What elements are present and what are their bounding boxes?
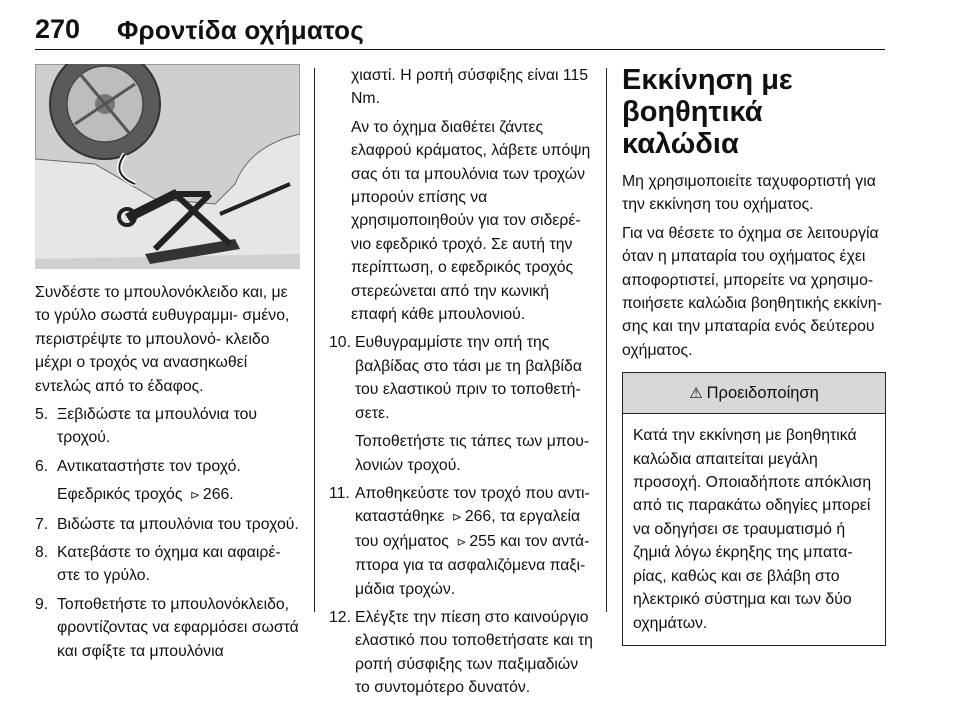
jack-drawing	[35, 64, 300, 269]
warning-header	[623, 373, 885, 414]
page-header	[35, 14, 885, 54]
page-ref-arrow-icon: ⊳	[189, 488, 200, 503]
page-ref-arrow-icon: ⊳	[456, 534, 467, 549]
step-12: 12. Ελέγξτε την πίεση στο καινούργιο ελαστικό που τοποθετήσατε και τη ροπή σύσφιξης των παξιμαδιών το συντομότερο δυνατόν.	[329, 608, 593, 697]
charger-note: Μη χρησιμοποιείτε ταχυφορτιστή για την εκκίνηση του οχήματος.	[622, 173, 876, 214]
page-title: Φροντίδα οχήματος	[117, 15, 364, 45]
column-2	[329, 64, 594, 705]
step-9-continuation: χιαστί. Η ροπή σύσφιξης είναι 115 Nm.	[351, 67, 589, 108]
column-1	[35, 64, 300, 668]
step-5: 5. Ξεβιδώστε τα μπουλόνια του τροχού.	[35, 406, 258, 447]
header-rule	[35, 49, 885, 50]
step-9: 9. Τοποθετήστε το μπουλονόκλειδο, φροντίζοντας να εφαρμόσει σωστά και σφίξτε τα μπουλόνια	[35, 595, 299, 660]
column-3	[622, 64, 886, 646]
intro-paragraph: Συνδέστε το μπουλονόκλειδο και, με το γρύλο σωστά ευθυγραμμι- σμένο, περιστρέψτε το μπουλονό- κλειδο μέχρι ο τροχός να ανασηκωθεί εντελώς από το έδαφος.	[35, 284, 290, 395]
step-8: 8. Κατεβάστε το όχημα και αφαιρέ- στε το γρύλο.	[35, 544, 281, 585]
step-6: 6. Αντικαταστήστε τον τροχό.	[35, 457, 241, 475]
jump-start-paragraph: Για να θέσετε το όχημα σε λειτουργία όταν η μπαταρία του οχήματος έχει αποφορτιστεί, μπορείτε να χρησιμο- ποιήσετε καλώδια βοηθητικής εκκίνη- σης και την μπαταρία ενός δεύτερου οχήματος.	[622, 224, 882, 359]
jack-illustration	[35, 64, 300, 269]
step-7: 7. Βιδώστε τα μπουλόνια του τροχού.	[35, 515, 299, 533]
alloy-wheel-note: Αν το όχημα διαθέτει ζάντες ελαφρού κράματος, λάβετε υπόψη σας ότι τα μπουλόνια των τροχών μπορούν επίσης να χρησιμοποιηθούν για τον σιδερέ- νιο εφεδρικό τροχό. Σε αυτή την περίπτωση, ο εφεδρικός τροχός στερεώνεται από την κωνική επαφή κάθε μπουλονιού.	[351, 118, 591, 324]
warning-box	[622, 372, 886, 646]
column-divider	[606, 68, 607, 612]
column-divider	[314, 68, 315, 612]
step-10-sub: Τοποθετήστε τις τάπες των μπου- λονιών τροχού.	[355, 433, 590, 474]
step-11: 11. Αποθηκεύστε τον τροχό που αντι- καταστάθηκε ⊳ 266, τα εργαλεία του οχήματος ⊳ 255 και τον αντά- πτορα για τα ασφαλιζόμενα παξι- μάδια τροχών.	[329, 484, 590, 598]
page-ref-arrow-icon: ⊳	[451, 510, 462, 525]
warning-title: Προειδοποίηση	[706, 383, 819, 402]
warning-text: Κατά την εκκίνηση με βοηθητικά καλώδια απαιτείται μεγάλη προσοχή. Οποιαδήποτε απόκλιση από τις παρακάτω οδηγίες μπορεί να οδηγήσει σε τραυματισμό ή ζημιά λόγω έκρηξης της μπατα- ρίας, καθώς και σε βλάβη στο ηλεκτρικό σύστημα και των δύο οχημάτων.	[633, 427, 872, 632]
warning-triangle-icon: ⚠	[689, 384, 703, 402]
step-6-reference: Εφεδρικός τροχός ⊳ 266.	[57, 486, 234, 504]
step-10: 10. Ευθυγραμμίστε την οπή της βαλβίδας στο τάσι με τη βαλβίδα του ελαστικού πριν το τοποθετή- σετε.	[329, 334, 582, 422]
section-title: Εκκίνηση με βοηθητικά καλώδια	[622, 64, 793, 160]
page-number: 270	[35, 14, 81, 44]
